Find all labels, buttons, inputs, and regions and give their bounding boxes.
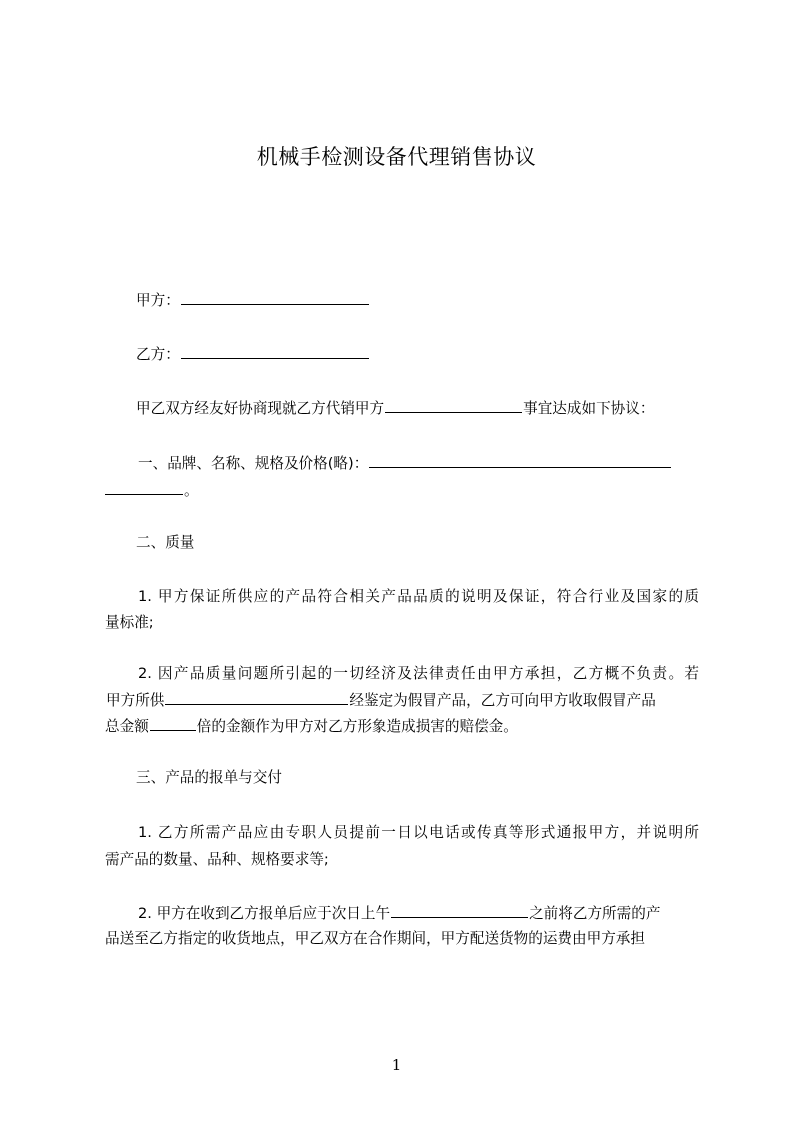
section-2-p2-line3-b: 倍的金额作为甲方对乙方形象造成损害的赔偿金。 <box>196 718 518 735</box>
party-a-line <box>136 290 370 311</box>
section-2-p2-line2 <box>106 690 656 711</box>
section-2-p2-line2-b: 经鉴定为假冒产品，乙方可向甲方收取假冒产品 <box>349 692 656 709</box>
delivery-time-blank[interactable] <box>391 903 528 918</box>
section-1-continuation <box>105 480 199 501</box>
party-b-blank[interactable] <box>181 344 369 359</box>
intro-paragraph <box>136 398 654 419</box>
product-blank[interactable] <box>385 398 522 413</box>
intro-text-a: 甲乙双方经友好协商现就乙方代销甲方 <box>136 400 385 417</box>
section-3-p2-line1 <box>138 903 660 924</box>
section-2-p2-line2-a: 甲方所供 <box>106 692 165 709</box>
section-2-p2-line3 <box>105 716 518 737</box>
party-a-blank[interactable] <box>181 290 369 305</box>
section-3-p2-line2: 品送至乙方指定的收货地点，甲乙双方在合作期间，甲方配送货物的运费由甲方承担 <box>105 930 645 947</box>
page-number: 1 <box>391 1056 402 1074</box>
section-1-heading: 一、品牌、名称、规格及价格(略)： <box>138 455 369 472</box>
brand-price-blank-cont[interactable] <box>105 480 183 495</box>
section-3-heading: 三、产品的报单与交付 <box>136 769 282 786</box>
section-2-p1-line1: 1. 甲方保证所供应的产品符合相关产品品质的说明及保证，符合行业及国家的质 <box>138 588 699 605</box>
brand-price-blank[interactable] <box>369 453 671 468</box>
party-b-label: 乙方： <box>136 346 180 363</box>
section-2-p2-line3-a: 总金额 <box>105 718 149 735</box>
product-supplied-blank[interactable] <box>165 690 348 705</box>
section-2-p1-line2: 量标准; <box>105 614 154 631</box>
intro-text-b: 事宜达成如下协议： <box>523 400 655 417</box>
section-3-p2-line1-b: 之前将乙方所需的产 <box>529 905 661 922</box>
section-3-p1-line1: 1. 乙方所需产品应由专职人员提前一日以电话或传真等形式通报甲方，并说明所 <box>138 824 699 841</box>
section-3-p1-line2: 需产品的数量、品种、规格要求等; <box>105 851 329 868</box>
section-3-p2-line1-a: 2. 甲方在收到乙方报单后应于次日上午 <box>138 905 391 922</box>
document-title: 机械手检测设备代理销售协议 <box>256 145 537 169</box>
section-2-heading: 二、质量 <box>136 534 195 551</box>
section-1-line <box>138 453 672 474</box>
party-a-label: 甲方： <box>136 292 180 309</box>
multiple-blank[interactable] <box>150 716 196 731</box>
party-b-line <box>136 344 370 365</box>
section-2-p2-line1: 2. 因产品质量问题所引起的一切经济及法律责任由甲方承担，乙方概不负责。若 <box>138 665 699 682</box>
section-1-end: 。 <box>184 482 199 499</box>
